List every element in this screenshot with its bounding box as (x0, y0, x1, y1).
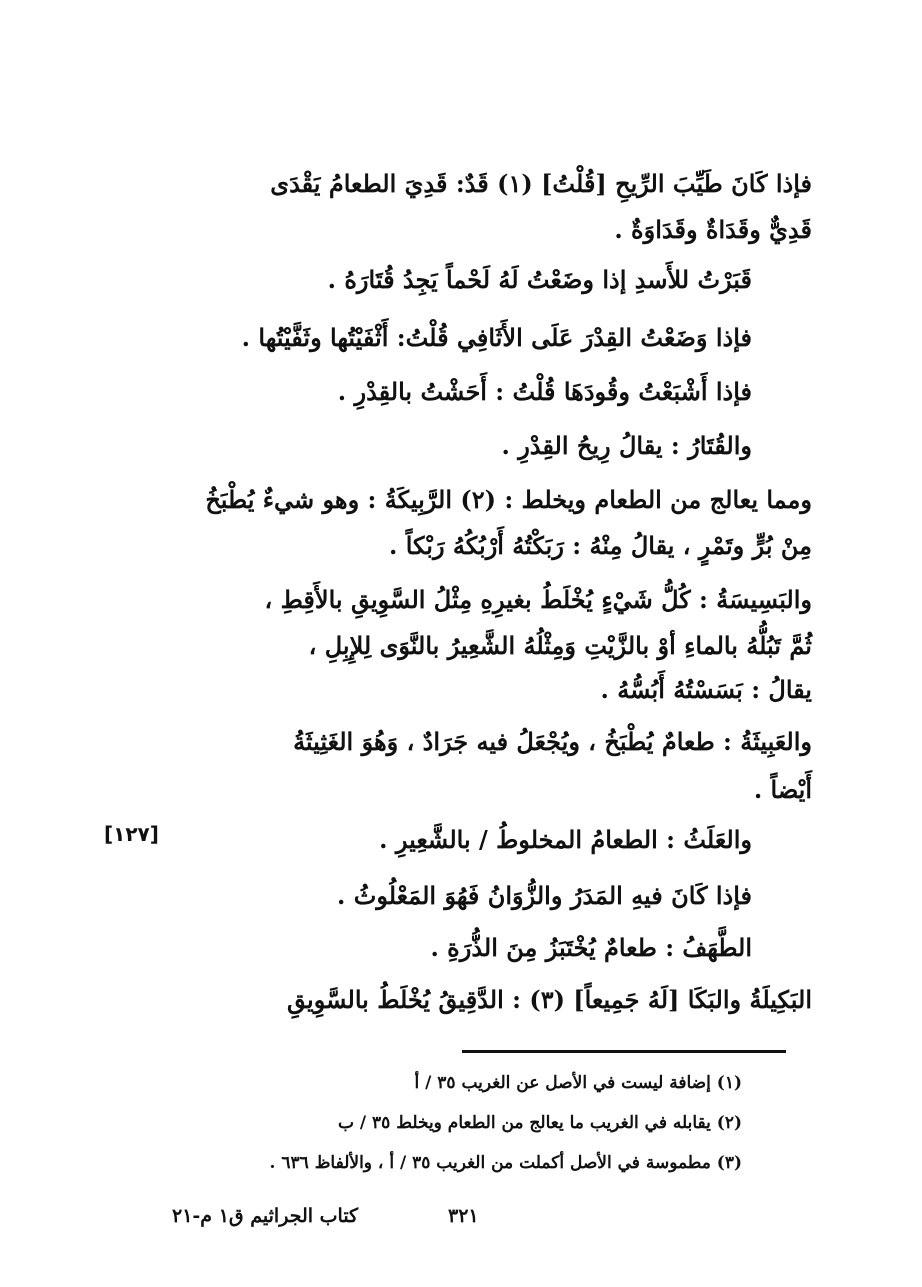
text-line-3: قَبَرْتُ للأَسدِ إذا وضَعْتُ لَهُ لَحْماً يَجِدُ قُتَارَهُ . (327, 265, 752, 294)
text-line-7: ومما يعالج من الطعام ويخلط : (٢) الرَّبِيكَةُ : وهو شيءٌ يُطْبَخُ (205, 485, 812, 514)
page-number: ٣٢١ (448, 1205, 479, 1227)
text-line-6: والقُتَارُ : يقالُ رِيحُ القِدْرِ . (501, 431, 752, 460)
footnote-2: (٢) يقابله في الغريب ما يعالج من الطعام ويخلط ٣٥ / ب (337, 1113, 742, 1133)
text-line-15: فإذا كَانَ فيهِ المَدَرُ والزُّوَانُ فَهُوَ المَعْلُوثُ . (337, 881, 752, 910)
book-signature: كتاب الجراثيم ق١ م-٢١ (172, 1205, 359, 1227)
text-line-13: أَيْضاً . (753, 775, 812, 804)
text-line-9: والبَسِيسَةُ : كُلُّ شَيْءٍ يُخْلَطُ بغيرِهِ مِثْلُ السَّوِيقِ بالأَقِطِ ، (264, 585, 812, 614)
text-line-14: والعَلَثُ : الطعامُ المخلوطُ / بالشَّعِيرِ . (379, 825, 752, 854)
text-line-2: قَدِيٌّ وقَدَاةٌ وقَدَاوَةٌ . (614, 215, 812, 244)
text-line-5: فإذا أَشْبَعْتُ وقُودَهَا قُلْتُ : أَحَشْتُ بالقِدْرِ . (337, 377, 752, 406)
text-line-4: فإذا وَضَعْتُ القِدْرَ عَلَى الأَثَافِي قُلْتُ: أَثْفَيْتُها وثَفَّيْتُها . (241, 323, 752, 352)
text-line-8: مِنْ بُرٍّ وتَمْرٍ ، يقالُ مِنْهُ : رَبَكْتُهُ أَرْبُكُهُ رَبْكاً . (388, 531, 812, 560)
text-line-1: فإذا كَانَ طَيِّبَ الرِّيحِ [قُلْتُ] (١) قَدٌ: قَدِيَ الطعامُ يَقْدَى (270, 169, 812, 198)
footnote-divider (462, 1050, 786, 1053)
text-line-11: يقالُ : بَسَسْتُهُ أَبُسُّهُ . (600, 675, 812, 704)
text-line-17: البَكِيلَةُ والبَكَا [لَهُ جَمِيعاً] (٣) : الدَّقِيقُ يُخْلَطُ بالسَّوِيقِ (287, 985, 812, 1014)
text-line-12: والعَبِيثَةُ : طعامٌ يُطْبَخُ ، ويُجْعَلُ فيه جَرَادٌ ، وَهُوَ الغَثِيثَةُ (293, 727, 812, 756)
footnote-1: (١) إضافة ليست في الأصل عن الغريب ٣٥ / أ (414, 1073, 742, 1093)
text-line-16: الطَّهَفُ : طعامٌ يُخْتَبَزُ مِنَ الذُّرَةِ . (430, 933, 752, 962)
margin-page-reference: [١٢٧] (104, 822, 159, 846)
text-line-10: ثُمَّ تَبُلُّهُ بالماءِ أوْ بالزَّيْتِ وَمِثْلُهُ الشَّعِيرُ بالنَّوَى لِلإِبِلِ ، (308, 631, 812, 660)
footnote-3: (٣) مطموسة في الأصل أكملت من الغريب ٣٥ / أ ، والألفاظ ٦٣٦ . (269, 1153, 742, 1173)
